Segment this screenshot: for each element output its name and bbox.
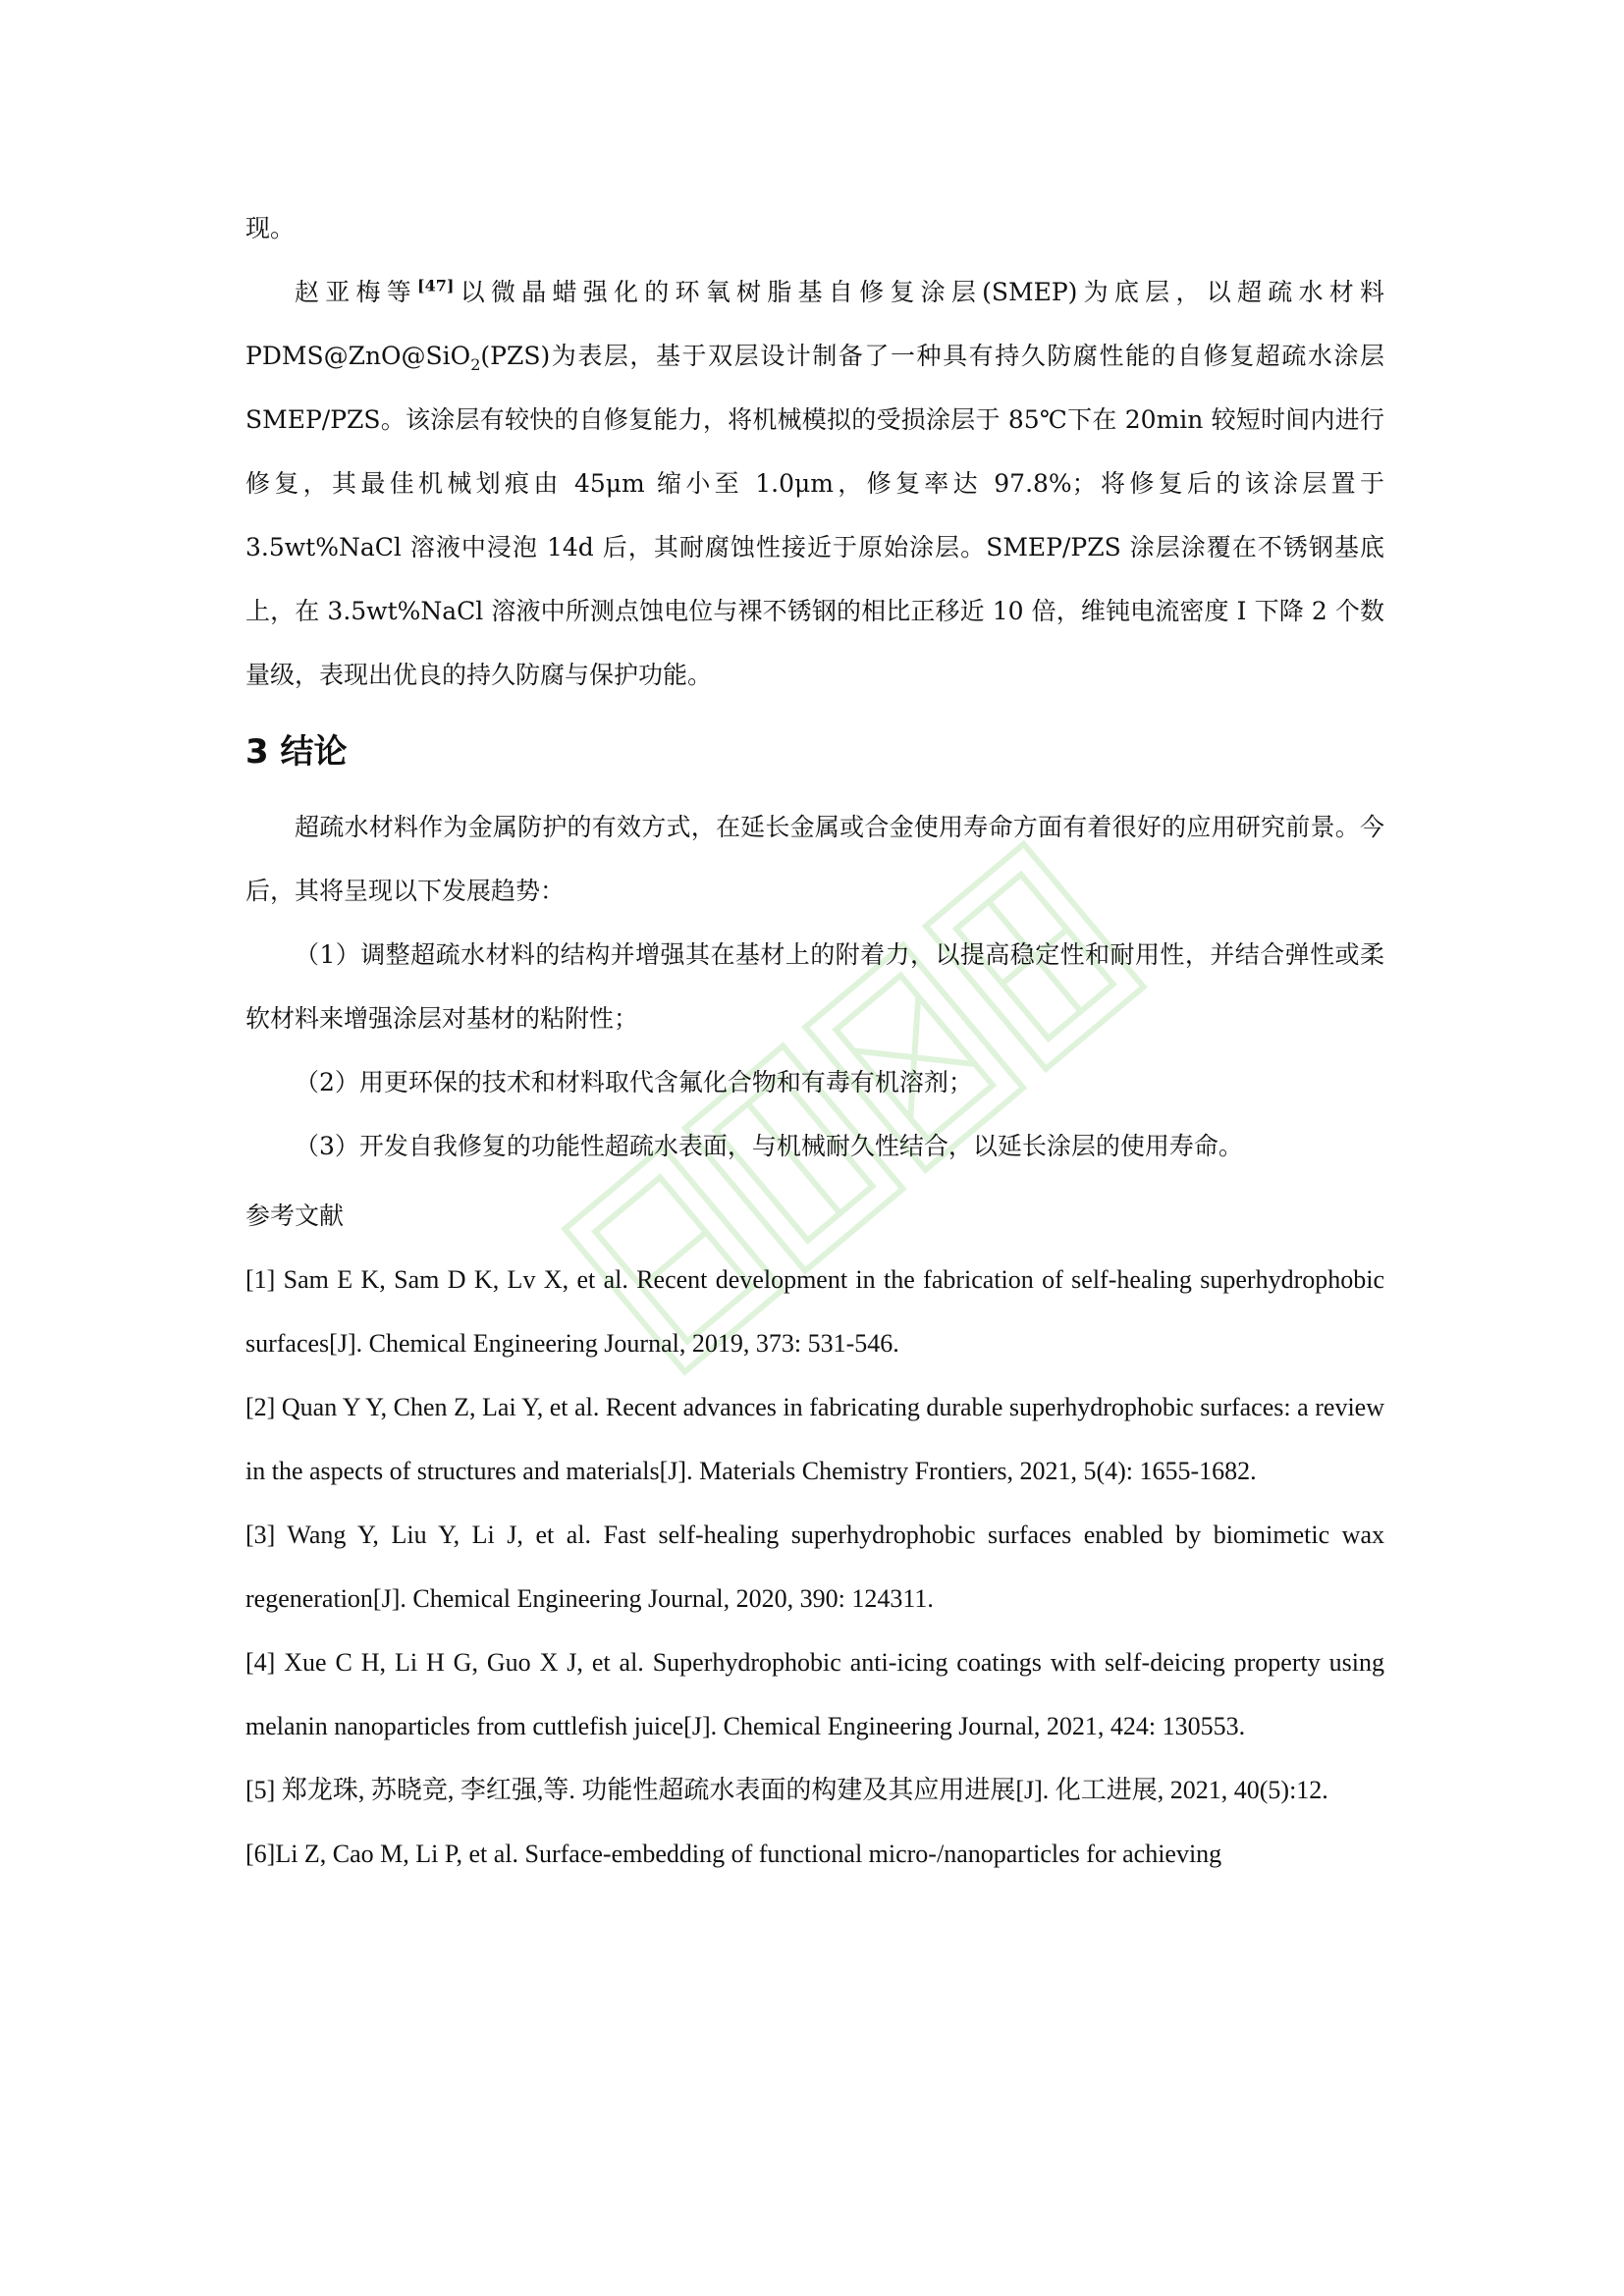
reference-item: [4] Xue C H, Li H G, Guo X J, et al. Superhydrophobic anti-icing coatings with self-deicing property using melanin nanoparticles from cuttlefish juice[J]. Chemical Engineering Journal, 2021, 424: 130553. [245, 1648, 1384, 1740]
reference-item: [6]Li Z, Cao M, Li P, et al. Surface-embedding of functional micro-/nanoparticles for achieving [245, 1840, 1222, 1868]
conclusion-item: （1）调整超疏水材料的结构并增强其在基材上的附着力，以提高稳定性和耐用性，并结合弹性或柔软材料来增强涂层对基材的粘附性； [245, 940, 1384, 1033]
paragraph-continuation: 现。 [245, 214, 296, 242]
page-content [245, 196, 1384, 1886]
section-heading: 3 结论 [245, 732, 348, 772]
references-title: 参考文献 [245, 1201, 345, 1230]
reference-item: [2] Quan Y Y, Chen Z, Lai Y, et al. Recent advances in fabricating durable superhydrophobic surfaces: a review in the aspects of structures and materials[J]. Materials Chemistry Frontiers, 2021, 5(4): 1655-1682. [245, 1393, 1384, 1485]
conclusion-item: （2）用更环保的技术和材料取代含氟化合物和有毒有机溶剂； [295, 1068, 973, 1096]
reference-item: [3] Wang Y, Liu Y, Li J, et al. Fast self-healing superhydrophobic surfaces enabled by biomimetic wax regeneration[J]. Chemical Engineering Journal, 2020, 390: 124311. [245, 1521, 1384, 1613]
reference-item: [1] Sam E K, Sam D K, Lv X, et al. Recent development in the fabrication of self-healing superhydrophobic surfaces[J]. Chemical Engineering Journal, 2019, 373: 531-546. [245, 1265, 1384, 1358]
reference-item: [5] 郑龙珠, 苏晓竞, 李红强,等. 功能性超疏水表面的构建及其应用进展[J]. 化工进展, 2021, 40(5):12. [245, 1776, 1328, 1804]
conclusion-item: （3）开发自我修复的功能性超疏水表面，与机械耐久性结合，以延长涂层的使用寿命。 [295, 1132, 1243, 1160]
citation: [47] [417, 276, 455, 295]
conclusion-intro: 超疏水材料作为金属防护的有效方式，在延长金属或合金使用寿命方面有着很好的应用研究前景。今后，其将呈现以下发展趋势： [245, 813, 1384, 905]
paragraph-zhao: 赵亚梅等[47]以微晶蜡强化的环氧树脂基自修复涂层(SMEP)为底层，以超疏水材料 PDMS@ZnO@SiO$_2$(PZS)为表层，基于双层设计制备了一种具有持久防腐性能的自修复超疏水涂层 SMEP/PZS。该涂层有较快的自修复能力，将机械模拟的受损涂层于 85℃下在 20min 较短时间内进行修复，其最佳机械划痕由 45μm 缩小至 1.0μm，修复率达 97.8%；将修复后的该涂层置于 3.5wt%NaCl 溶液中浸泡 14d 后，其耐腐蚀性接近于原始涂层。SMEP/PZS 涂层涂覆在不锈钢基底上，在 3.5wt%NaCl 溶液中所测点蚀电位与裸不锈钢的相比正移近 10 倍，维钝电流密度 I 下降 2 个数量级，表现出优良的持久防腐与保护功能。 [245, 276, 1384, 689]
